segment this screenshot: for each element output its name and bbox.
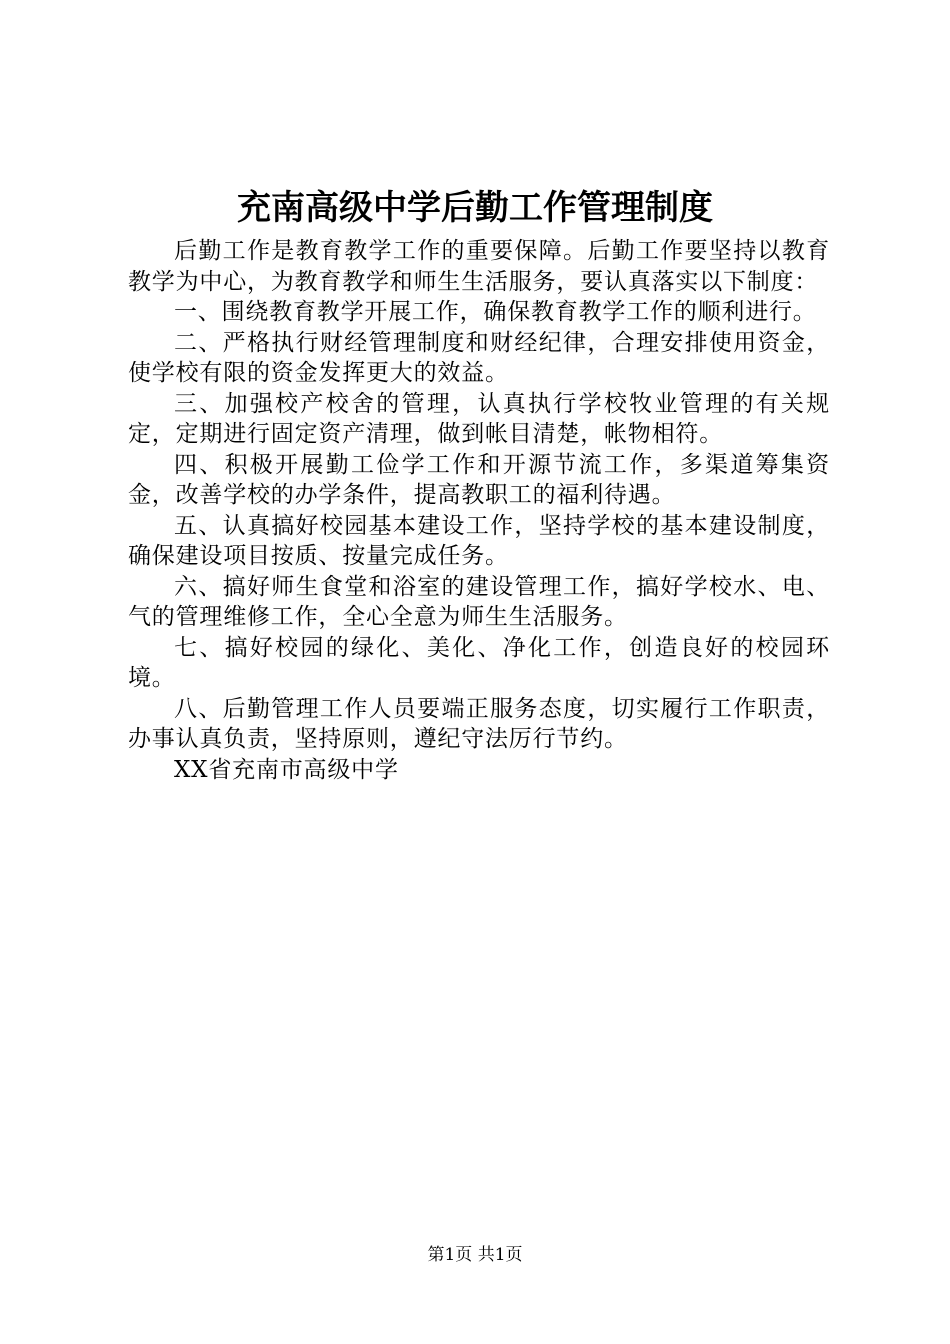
signature: XX省充南市高级中学: [174, 756, 399, 783]
document-title: 充南高级中学后勤工作管理制度: [237, 188, 713, 228]
paragraph-item-5: 五、认真搞好校园基本建设工作，坚持学校的基本建设制度，确保建设项目按质、按量完成任务。: [128, 512, 830, 569]
document-body: [128, 236, 830, 785]
paragraph-item-3: 三、加强校产校舍的管理，认真执行学校牧业管理的有关规定，定期进行固定资产清理，做到帐目清楚，帐物相符。: [128, 390, 830, 447]
paragraph-item-7: 七、搞好校园的绿化、美化、净化工作，创造良好的校园环境。: [128, 634, 830, 691]
paragraph-item-6: 六、搞好师生食堂和浴室的建设管理工作，搞好学校水、电、气的管理维修工作，全心全意为师生生活服务。: [128, 573, 830, 630]
paragraph-item-8: 八、后勤管理工作人员要端正服务态度，切实履行工作职责，办事认真负责，坚持原则，遵纪守法厉行节约。: [128, 695, 830, 752]
paragraph-item-1: 一、围绕教育教学开展工作，确保教育教学工作的顺利进行。: [174, 299, 817, 325]
paragraph-item-2: 二、严格执行财经管理制度和财经纪律，合理安排使用资金，使学校有限的资金发挥更大的效益。: [128, 329, 830, 386]
page-footer: 第1页 共1页: [427, 1245, 523, 1265]
paragraph-item-4: 四、积极开展勤工俭学工作和开源节流工作，多渠道筹集资金，改善学校的办学条件，提高教职工的福利待遇。: [128, 451, 830, 508]
paragraph-intro: 后勤工作是教育教学工作的重要保障。后勤工作要坚持以教育教学为中心，为教育教学和师生生活服务，要认真落实以下制度：: [128, 238, 830, 295]
